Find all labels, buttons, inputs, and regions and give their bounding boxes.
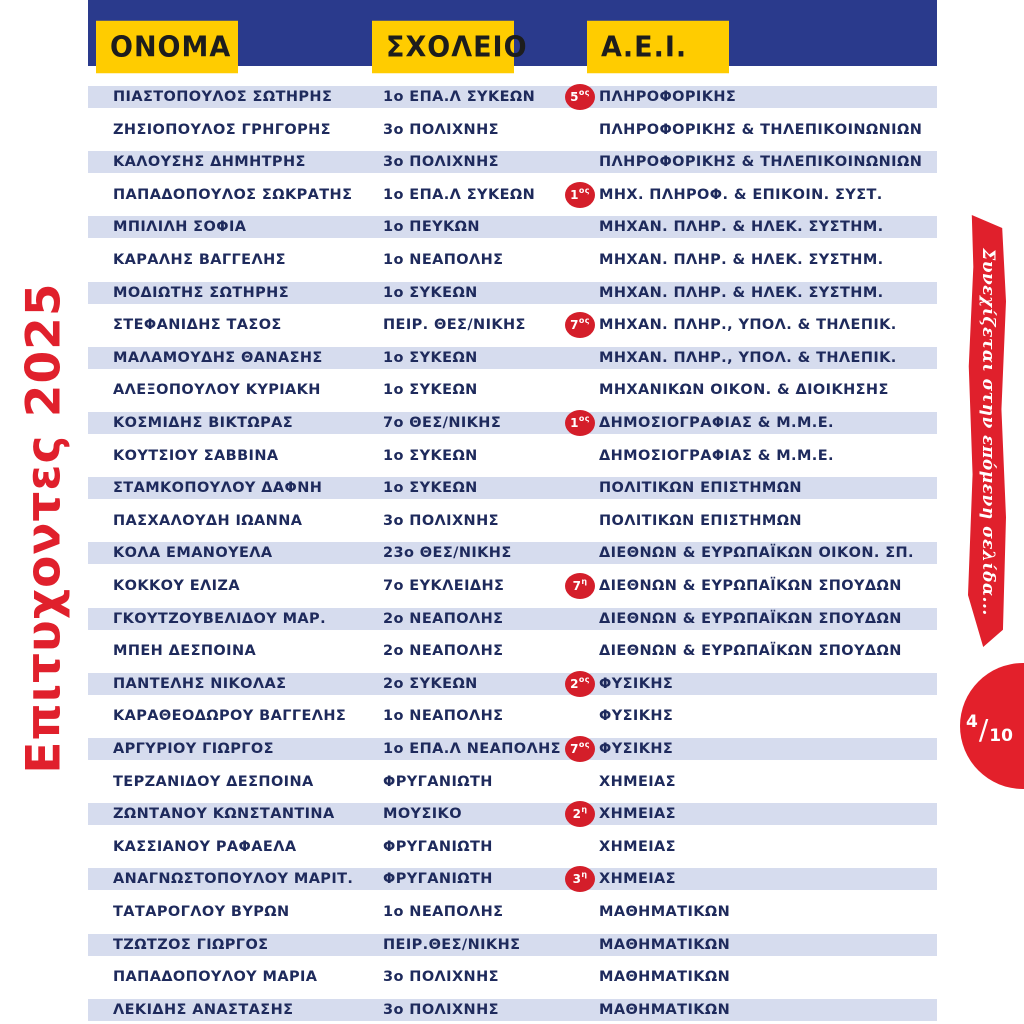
school-name: ΦΡΥΓΑΝΙΩΤΗ (383, 839, 493, 855)
school-name: 3ο ΠΟΛΙΧΝΗΣ (383, 1002, 499, 1018)
university-department: ΜΗΧΑΝ. ΠΛΗΡ. & ΗΛΕΚ. ΣΥΣΤΗΜ. (599, 252, 884, 268)
rank-badge-suffix: ος (578, 88, 590, 97)
university-department: ΠΟΛΙΤΙΚΩΝ ΕΠΙΣΤΗΜΩΝ (599, 480, 802, 496)
rank-badge-number: 2 (572, 807, 582, 821)
university-department: ΧΗΜΕΙΑΣ (599, 774, 676, 790)
table-row (88, 510, 937, 532)
rank-badge-number: 2 (570, 677, 579, 691)
school-name: 1ο ΕΠΑ.Λ ΣΥΚΕΩΝ (383, 187, 536, 203)
university-department: ΜΑΘΗΜΑΤΙΚΩΝ (599, 937, 731, 953)
student-name: ΛΕΚΙΔΗΣ ΑΝΑΣΤΑΣΗΣ (113, 1002, 294, 1018)
student-name: ΚΑΣΣΙΑΝΟΥ ΡΑΦΑΕΛΑ (113, 839, 297, 855)
school-name: 3ο ΠΟΛΙΧΝΗΣ (383, 969, 499, 985)
student-name: ΑΡΓΥΡΙΟΥ ΓΙΩΡΓΟΣ (113, 741, 274, 757)
rank-badge (565, 312, 595, 338)
student-name: ΖΩΝΤΑΝΟΥ ΚΩΝΣΤΑΝΤΙΝΑ (113, 806, 335, 822)
school-name: 1ο ΣΥΚΕΩΝ (383, 382, 478, 398)
student-name: ΠΙΑΣΤΟΠΟΥΛΟΣ ΣΩΤΗΡΗΣ (113, 89, 333, 105)
school-name: ΦΡΥΓΑΝΙΩΤΗ (383, 871, 493, 887)
rank-badge-suffix: ος (578, 414, 590, 423)
student-name: ΚΟΥΤΣΙΟΥ ΣΑΒΒΙΝΑ (113, 448, 279, 464)
student-name: ΜΟΔΙΩΤΗΣ ΣΩΤΗΡΗΣ (113, 285, 290, 301)
rank-badge-suffix: η (581, 870, 588, 879)
student-name: ΑΝΑΓΝΩΣΤΟΠΟΥΛΟΥ ΜΑΡΙΤ. (113, 871, 354, 887)
student-name: ΠΑΝΤΕΛΗΣ ΝΙΚΟΛΑΣ (113, 676, 287, 692)
university-department: ΠΛΗΡΟΦΟΡΙΚΗΣ & ΤΗΛΕΠΙΚΟΙΝΩΝΙΩΝ (599, 122, 923, 138)
column-header-university: Α.Ε.Ι. (587, 21, 729, 74)
university-department: ΔΙΕΘΝΩΝ & ΕΥΡΩΠΑΪΚΩΝ ΟΙΚΟΝ. ΣΠ. (599, 545, 914, 561)
column-header-school: ΣΧΟΛΕΙΟ (372, 21, 514, 74)
university-department: ΦΥΣΙΚΗΣ (599, 741, 674, 757)
table-row (88, 282, 937, 304)
table-row (88, 608, 937, 630)
school-name: ΦΡΥΓΑΝΙΩΤΗ (383, 774, 493, 790)
university-department: ΔΙΕΘΝΩΝ & ΕΥΡΩΠΑΪΚΩΝ ΣΠΟΥΔΩΝ (599, 578, 902, 594)
table-row (88, 738, 937, 760)
student-name: ΣΤΕΦΑΝΙΔΗΣ ΤΑΣΟΣ (113, 317, 282, 333)
school-name: 1ο ΣΥΚΕΩΝ (383, 285, 478, 301)
table-row (88, 575, 937, 597)
school-name: 1ο ΝΕΑΠΟΛΗΣ (383, 904, 504, 920)
school-name: ΠΕΙΡ.ΘΕΣ/ΝΙΚΗΣ (383, 937, 521, 953)
student-name: ΓΚΟΥΤΖΟΥΒΕΛΙΔΟΥ ΜΑΡ. (113, 611, 326, 627)
table-row (88, 705, 937, 727)
table-row (88, 771, 937, 793)
school-name: 23ο ΘΕΣ/ΝΙΚΗΣ (383, 545, 512, 561)
school-name: 1ο ΣΥΚΕΩΝ (383, 480, 478, 496)
school-name: 7ο ΕΥΚΛΕΙΔΗΣ (383, 578, 505, 594)
school-name: 1ο ΝΕΑΠΟΛΗΣ (383, 252, 504, 268)
rank-badge-suffix: η (581, 577, 588, 586)
school-name: 1ο ΝΕΑΠΟΛΗΣ (383, 708, 504, 724)
school-name: 1ο ΕΠΑ.Λ ΣΥΚΕΩΝ (383, 89, 536, 105)
school-name: 1ο ΣΥΚΕΩΝ (383, 350, 478, 366)
column-header-name: ΟΝΟΜΑ (96, 21, 238, 74)
school-name: 1ο ΕΠΑ.Λ ΝΕΑΠΟΛΗΣ (383, 741, 561, 757)
student-name: ΠΑΣΧΑΛΟΥΔΗ ΙΩΑΝΝΑ (113, 513, 303, 529)
university-department: ΔΙΕΘΝΩΝ & ΕΥΡΩΠΑΪΚΩΝ ΣΠΟΥΔΩΝ (599, 611, 902, 627)
table-row (88, 640, 937, 662)
table-row (88, 477, 937, 499)
university-department: ΜΑΘΗΜΑΤΙΚΩΝ (599, 1002, 731, 1018)
rank-badge-suffix: ος (578, 316, 590, 325)
university-department: ΦΥΣΙΚΗΣ (599, 708, 674, 724)
rank-badge-number: 7 (570, 742, 579, 756)
table-row (88, 542, 937, 564)
university-department: ΜΗΧΑΝΙΚΩΝ ΟΙΚΟΝ. & ΔΙΟΙΚΗΣΗΣ (599, 382, 889, 398)
student-name: ΣΤΑΜΚΟΠΟΥΛΟΥ ΔΑΦΝΗ (113, 480, 323, 496)
rank-badge (565, 801, 595, 827)
table-row (88, 999, 937, 1021)
table-row (88, 86, 937, 108)
table-row (88, 901, 937, 923)
university-department: ΠΛΗΡΟΦΟΡΙΚΗΣ (599, 89, 737, 105)
student-name: ΠΑΠΑΔΟΠΟΥΛΟΥ ΜΑΡΙΑ (113, 969, 318, 985)
school-name: 2ο ΣΥΚΕΩΝ (383, 676, 478, 692)
table-row (88, 184, 937, 206)
table-row (88, 119, 937, 141)
table-row (88, 673, 937, 695)
university-department: ΜΑΘΗΜΑΤΙΚΩΝ (599, 969, 731, 985)
student-name: ΚΑΡΑΛΗΣ ΒΑΓΓΕΛΗΣ (113, 252, 286, 268)
rank-badge (565, 671, 595, 697)
continue-note: Συνεχίζεται στην επόμενη σελίδα... (978, 248, 998, 616)
university-department: ΜΗΧΑΝ. ΠΛΗΡ., ΥΠΟΛ. & ΤΗΛΕΠΙΚ. (599, 317, 897, 333)
university-department: ΜΗΧΑΝ. ΠΛΗΡ. & ΗΛΕΚ. ΣΥΣΤΗΜ. (599, 285, 884, 301)
page-slash-glyph: / (978, 713, 989, 746)
student-name: ΤΕΡΖΑΝΙΔΟΥ ΔΕΣΠΟΙΝΑ (113, 774, 314, 790)
school-name: 2ο ΝΕΑΠΟΛΗΣ (383, 643, 504, 659)
rank-badge-number: 7 (570, 318, 579, 332)
university-department: ΜΑΘΗΜΑΤΙΚΩΝ (599, 904, 731, 920)
student-name: ΜΑΛΑΜΟΥΔΗΣ ΘΑΝΑΣΗΣ (113, 350, 323, 366)
student-name: ΚΟΣΜΙΔΗΣ ΒΙΚΤΩΡΑΣ (113, 415, 294, 431)
table-row (88, 412, 937, 434)
university-department: ΔΗΜΟΣΙΟΓΡΑΦΙΑΣ & Μ.Μ.Ε. (599, 415, 834, 431)
rank-badge-suffix: ος (578, 675, 590, 684)
student-name: ΤΑΤΑΡΟΓΛΟΥ ΒΥΡΩΝ (113, 904, 290, 920)
table-row (88, 379, 937, 401)
school-name: 3ο ΠΟΛΙΧΝΗΣ (383, 154, 499, 170)
table-row (88, 151, 937, 173)
student-name: ΤΖΩΤΖΟΣ ΓΙΩΡΓΟΣ (113, 937, 269, 953)
table-row (88, 934, 937, 956)
page-number (966, 707, 1013, 746)
university-department: ΧΗΜΕΙΑΣ (599, 806, 676, 822)
rank-badge (565, 573, 595, 599)
school-name: 1ο ΣΥΚΕΩΝ (383, 448, 478, 464)
university-department: ΦΥΣΙΚΗΣ (599, 676, 674, 692)
rank-badge-number: 3 (572, 872, 582, 886)
table-row (88, 803, 937, 825)
rank-badge-number: 1 (570, 188, 579, 202)
rank-badge (565, 84, 595, 110)
page-current: 4 (966, 712, 978, 732)
school-name: 7ο ΘΕΣ/ΝΙΚΗΣ (383, 415, 502, 431)
table-row (88, 314, 937, 336)
university-department: ΔΗΜΟΣΙΟΓΡΑΦΙΑΣ & Μ.Μ.Ε. (599, 448, 834, 464)
table-row (88, 836, 937, 858)
rank-badge-suffix: ος (578, 740, 590, 749)
table-row (88, 868, 937, 890)
school-name: 3ο ΠΟΛΙΧΝΗΣ (383, 122, 499, 138)
school-name: ΜΟΥΣΙΚΟ (383, 806, 462, 822)
page-total: 10 (989, 726, 1013, 746)
school-name: ΠΕΙΡ. ΘΕΣ/ΝΙΚΗΣ (383, 317, 526, 333)
rank-badge (565, 736, 595, 762)
university-department: ΧΗΜΕΙΑΣ (599, 839, 676, 855)
school-name: 2ο ΝΕΑΠΟΛΗΣ (383, 611, 504, 627)
student-name: ΚΑΡΑΘΕΟΔΩΡΟΥ ΒΑΓΓΕΛΗΣ (113, 708, 347, 724)
university-department: ΧΗΜΕΙΑΣ (599, 871, 676, 887)
university-department: ΜΗΧΑΝ. ΠΛΗΡ. & ΗΛΕΚ. ΣΥΣΤΗΜ. (599, 219, 884, 235)
student-name: ΜΠΙΛΙΛΗ ΣΟΦΙΑ (113, 219, 247, 235)
table-row (88, 216, 937, 238)
rank-badge (565, 866, 595, 892)
rank-badge (565, 182, 595, 208)
rank-badge (565, 410, 595, 436)
university-department: ΠΟΛΙΤΙΚΩΝ ΕΠΙΣΤΗΜΩΝ (599, 513, 802, 529)
student-name: ΠΑΠΑΔΟΠΟΥΛΟΣ ΣΩΚΡΑΤΗΣ (113, 187, 353, 203)
student-name: ΚΟΚΚΟΥ ΕΛΙΖΑ (113, 578, 240, 594)
student-name: ΑΛΕΞΟΠΟΥΛΟΥ ΚΥΡΙΑΚΗ (113, 382, 321, 398)
university-department: ΠΛΗΡΟΦΟΡΙΚΗΣ & ΤΗΛΕΠΙΚΟΙΝΩΝΙΩΝ (599, 154, 923, 170)
rank-badge-suffix: ος (578, 186, 590, 195)
side-title: Επιτυχοντες 2025 (16, 282, 72, 774)
table-row (88, 445, 937, 467)
school-name: 1ο ΠΕΥΚΩΝ (383, 219, 480, 235)
school-name: 3ο ΠΟΛΙΧΝΗΣ (383, 513, 499, 529)
table-row (88, 347, 937, 369)
rank-badge-number: 1 (570, 416, 579, 430)
student-name: ΚΑΛΟΥΣΗΣ ΔΗΜΗΤΡΗΣ (113, 154, 306, 170)
rank-badge-number: 5 (570, 90, 579, 104)
rank-badge-suffix: η (581, 805, 588, 814)
student-name: ΖΗΣΙΟΠΟΥΛΟΣ ΓΡΗΓΟΡΗΣ (113, 122, 331, 138)
student-name: ΜΠΕΗ ΔΕΣΠΟΙΝΑ (113, 643, 257, 659)
student-name: ΚΟΛΑ ΕΜΑΝΟΥΕΛΑ (113, 545, 273, 561)
university-department: ΜΗΧ. ΠΛΗΡΟΦ. & ΕΠΙΚΟΙΝ. ΣΥΣΤ. (599, 187, 883, 203)
table-row (88, 966, 937, 988)
rank-badge-number: 7 (572, 579, 582, 593)
university-department: ΔΙΕΘΝΩΝ & ΕΥΡΩΠΑΪΚΩΝ ΣΠΟΥΔΩΝ (599, 643, 902, 659)
table-row (88, 249, 937, 271)
university-department: ΜΗΧΑΝ. ΠΛΗΡ., ΥΠΟΛ. & ΤΗΛΕΠΙΚ. (599, 350, 897, 366)
